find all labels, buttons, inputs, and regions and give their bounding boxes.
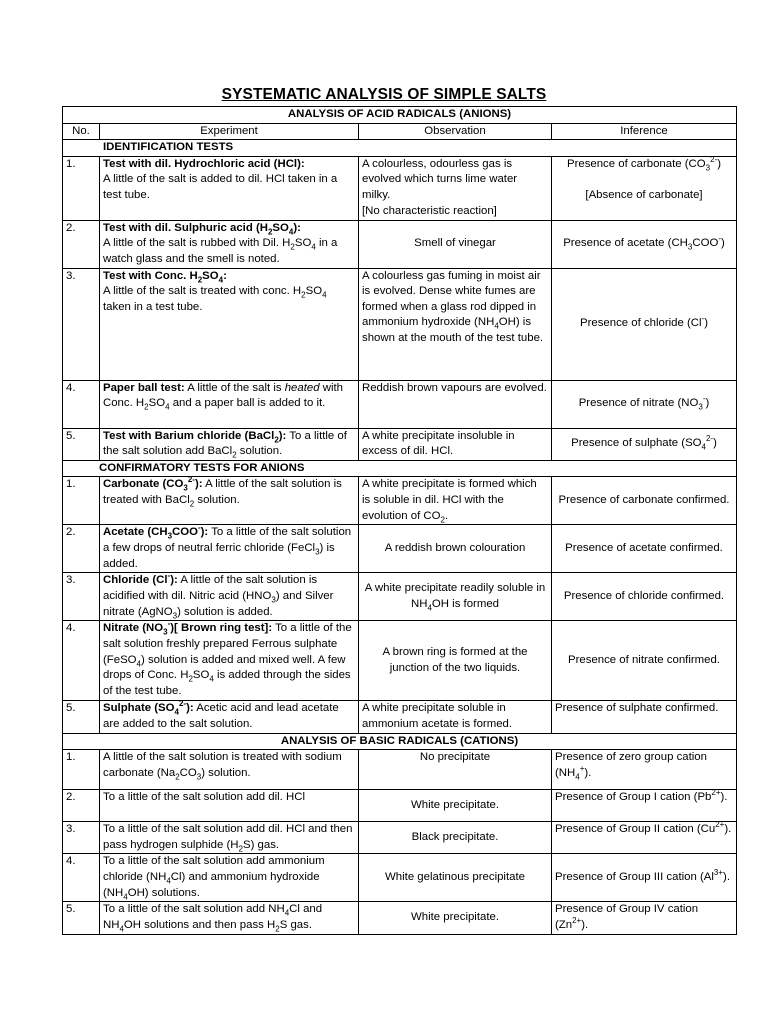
row-number: 4.: [63, 854, 100, 902]
experiment-cell: To a little of the salt solution add $NH_4Cl$ and $NH_4OH$ solutions and then pass $H_2S$ gas.: [100, 902, 359, 934]
inference-cell: Presence of Group IV cation $(Zn^{2+})$.: [552, 902, 737, 934]
table-row: [63, 156, 737, 220]
inference-cell: Presence of Group II cation $(Cu^{2+})$.: [552, 822, 737, 854]
table-row: [63, 790, 737, 822]
header-experiment: Experiment: [100, 123, 359, 140]
experiment-cell: To a little of the salt solution add ammonium chloride $(NH_4Cl)$ and ammonium hydroxide $(NH_4OH)$ solutions.: [100, 854, 359, 902]
inference-cell: [552, 156, 737, 220]
header-row: [63, 123, 737, 140]
table-row: [63, 854, 737, 902]
experiment-cell: [100, 268, 359, 380]
table-row: [63, 701, 737, 733]
inference-text: Presence of carbonate $(CO_3^{2-})$: [566, 154, 722, 173]
table-row: [63, 220, 737, 268]
observation-cell: A white precipitate readily soluble in $NH_4OH$ is formed: [359, 573, 552, 621]
inference-cell: Presence of nitrate $(NO_3^-)$: [552, 380, 737, 428]
experiment-title: Test with Conc. $H_2SO_4$:: [103, 269, 227, 284]
table-row: [63, 573, 737, 621]
row-number: 2.: [63, 790, 100, 822]
row-number: 3.: [63, 822, 100, 854]
experiment-text: A little of the salt is treated with conc. $H_2SO_4$ taken in a test tube.: [103, 285, 327, 313]
experiment-cell: To a little of the salt solution add dil. HCl and then pass hydrogen sulphide $(H_2S)$ gas.: [100, 822, 359, 854]
observation-cell: No precipitate: [359, 750, 552, 790]
row-number: 5.: [63, 902, 100, 934]
observation-text: A colourless, odourless gas is evolved which turns lime water milky.: [362, 157, 518, 201]
observation-cell: Black precipitate.: [359, 822, 552, 854]
observation-cell: Smell of vinegar: [359, 220, 552, 268]
inference-cell: Presence of Group III cation $(Al^{3+})$.: [552, 854, 737, 902]
experiment-cell: [100, 156, 359, 220]
inference-cell: Presence of chloride confirmed.: [552, 573, 737, 621]
experiment-cell: Test with Barium chloride (BaCl$_2$): To a little of the salt solution add BaCl$_2$ solution.: [100, 428, 359, 460]
anions-section-row: [63, 107, 737, 124]
experiment-cell: [100, 220, 359, 268]
row-number: 5.: [63, 428, 100, 460]
experiment-cell: Nitrate $(NO_3^-)$[ Brown ring test]: To a little of the salt solution freshly prepared Ferrous sulphate (FeSO$_4$) solution is added and mixed well. A few drops of Conc. $H_2SO_4$ is added through the sides of the test tube.: [100, 621, 359, 701]
observation-cell: White precipitate.: [359, 902, 552, 934]
anions-section-title: ANALYSIS OF ACID RADICALS (ANIONS): [63, 107, 737, 124]
row-number: 4.: [63, 380, 100, 428]
inference-cell: Presence of carbonate confirmed.: [552, 477, 737, 525]
table-row: [63, 428, 737, 460]
row-number: 1.: [63, 477, 100, 525]
row-number: 1.: [63, 156, 100, 220]
experiment-cell: Carbonate $(CO_3^{2-})$: A little of the salt solution is treated with BaCl$_2$ solution.: [100, 477, 359, 525]
experiment-text: A little of the salt is added to dil. HCl taken in a test tube.: [103, 173, 338, 201]
header-observation: Observation: [359, 123, 552, 140]
inference-cell: Presence of acetate $(CH_3COO^-)$: [552, 220, 737, 268]
experiment-cell: Sulphate $(SO_4^{2-})$: Acetic acid and lead acetate are added to the salt solution.: [100, 701, 359, 733]
header-no: No.: [63, 123, 100, 140]
cations-section-title: ANALYSIS OF BASIC RADICALS (CATIONS): [63, 733, 737, 750]
confirmatory-subheading-row: [63, 460, 737, 477]
cations-section-row: [63, 733, 737, 750]
inference-alt-text: [Absence of carbonate]: [585, 188, 703, 201]
header-inference: Inference: [552, 123, 737, 140]
observation-cell: A brown ring is formed at the junction of the two liquids.: [359, 621, 552, 701]
inference-cell: Presence of chloride (Cl-): [552, 268, 737, 380]
observation-cell: A white precipitate insoluble in excess of dil. HCl.: [359, 428, 552, 460]
experiment-text: A little of the salt is rubbed with Dil. $H_2SO_4$ in a watch glass and the smell is noted.: [103, 237, 338, 265]
observation-cell: A reddish brown colouration: [359, 525, 552, 573]
inference-cell: Presence of sulphate $(SO_4^{2-})$: [552, 428, 737, 460]
identification-subheading: IDENTIFICATION TESTS: [63, 140, 737, 157]
row-number: 3.: [63, 573, 100, 621]
table-row: [63, 621, 737, 701]
experiment-cell: To a little of the salt solution add dil. HCl: [100, 790, 359, 822]
experiment-title: Test with dil. Hydrochloric acid (HCl):: [103, 157, 305, 170]
inference-cell: Presence of nitrate confirmed.: [552, 621, 737, 701]
table-row: [63, 477, 737, 525]
table-row: [63, 750, 737, 790]
experiment-cell: Chloride (Cl-): A little of the salt solution is acidified with dil. Nitric acid $(HNO_3)$ and Silver nitrate (AgNO$_3$) solution is added.: [100, 573, 359, 621]
row-number: 3.: [63, 268, 100, 380]
experiment-cell: Paper ball test: A little of the salt is heated with Conc. $H_2SO_4$ and a paper ball is added to it.: [100, 380, 359, 428]
row-number: 4.: [63, 621, 100, 701]
row-number: 5.: [63, 701, 100, 733]
observation-cell: [359, 156, 552, 220]
experiment-cell: Acetate $(CH_3COO^-)$: To a little of the salt solution a few drops of neutral ferric chloride (FeCl$_3$) is added.: [100, 525, 359, 573]
table-row: [63, 268, 737, 380]
page-title: SYSTEMATIC ANALYSIS OF SIMPLE SALTS: [221, 86, 547, 103]
salt-analysis-table: [62, 106, 737, 935]
inference-cell: Presence of acetate confirmed.: [552, 525, 737, 573]
table-row: [63, 822, 737, 854]
observation-cell: Reddish brown vapours are evolved.: [359, 380, 552, 428]
row-number: 2.: [63, 220, 100, 268]
observation-cell: A white precipitate is formed which is soluble in dil. HCl with the evolution of $CO_2$.: [359, 477, 552, 525]
experiment-cell: A little of the salt solution is treated with sodium carbonate $(Na_2CO_3)$ solution.: [100, 750, 359, 790]
table-row: [63, 380, 737, 428]
row-number: 1.: [63, 750, 100, 790]
row-number: 2.: [63, 525, 100, 573]
confirmatory-subheading: CONFIRMATORY TESTS FOR ANIONS: [63, 460, 737, 477]
observation-cell: A white precipitate soluble in ammonium acetate is formed.: [359, 701, 552, 733]
inference-cell: Presence of Group I cation $(Pb^{2+})$.: [552, 790, 737, 822]
observation-cell: A colourless gas fuming in moist air is evolved. Dense white fumes are formed when a glass rod dipped in ammonium hydroxide $(NH_4OH)$ is shown at the mouth of the test tube.: [359, 268, 552, 380]
identification-subheading-row: [63, 140, 737, 157]
inference-cell: Presence of zero group cation $(NH_4^+)$.: [552, 750, 737, 790]
experiment-title: Test with dil. Sulphuric acid $(H_2SO_4)$:: [103, 221, 301, 237]
observation-cell: White precipitate.: [359, 790, 552, 822]
observation-alt-text: [No characteristic reaction]: [362, 204, 497, 217]
inference-cell: Presence of sulphate confirmed.: [552, 701, 737, 733]
table-row: [63, 902, 737, 934]
table-row: [63, 525, 737, 573]
observation-cell: White gelatinous precipitate: [359, 854, 552, 902]
